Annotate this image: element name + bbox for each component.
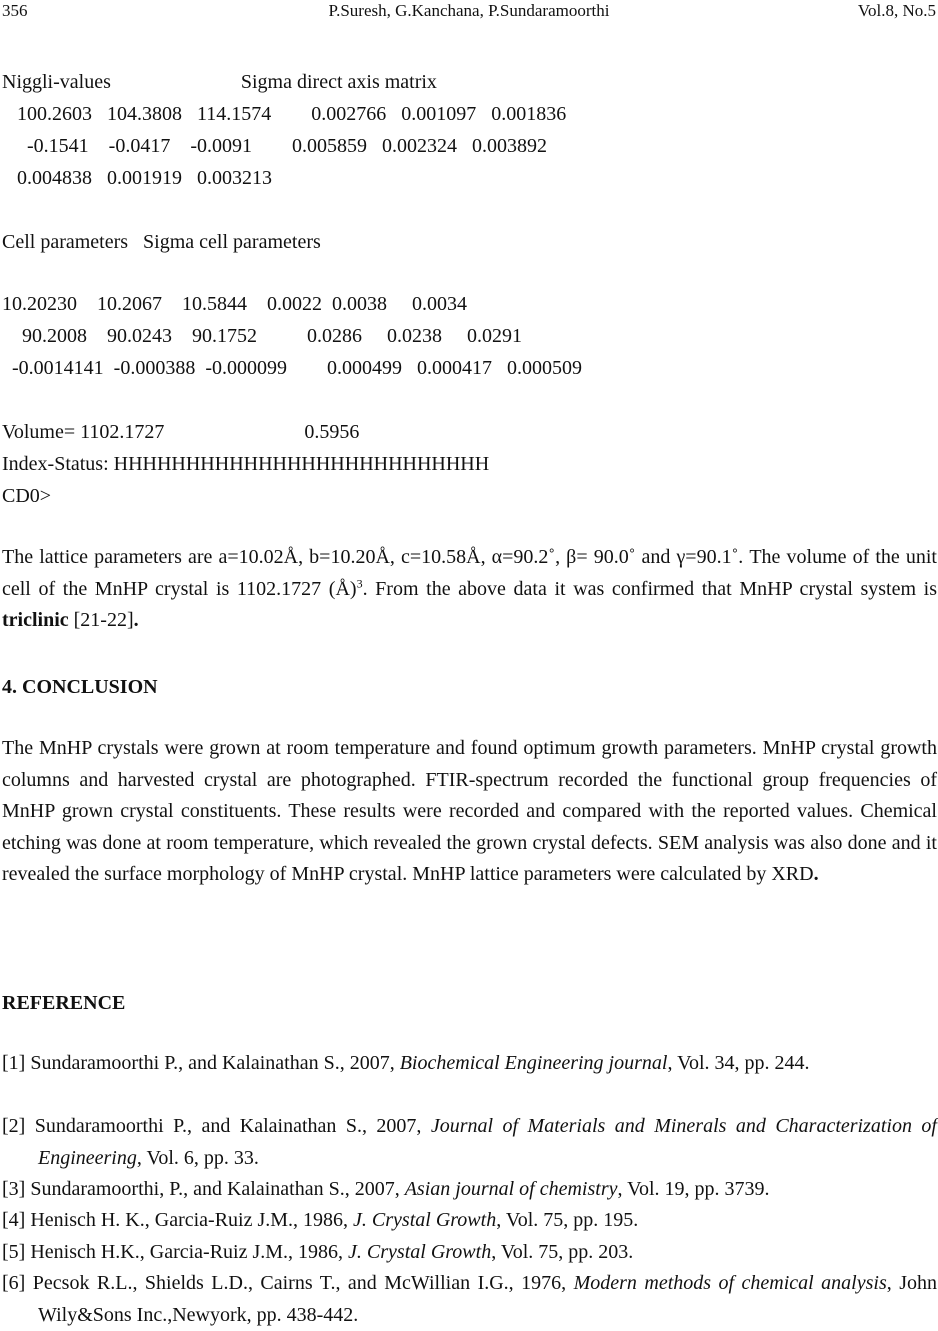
output-line: 90.2008 90.0243 90.1752 0.0286 0.0238 0.0291 xyxy=(2,325,522,347)
reference-item: [1] Sundaramoorthi P., and Kalainathan S., 2007, Biochemical Engineering journal, Vol. 34, pp. 244. xyxy=(2,1052,810,1074)
reference-item: [3] Sundaramoorthi, P., and Kalainathan S., 2007, Asian journal of chemistry, Vol. 19, pp. 3739. xyxy=(2,1178,770,1200)
reference-item: [2] Sundaramoorthi P., and Kalainathan S., 2007, Journal of Materials and Minerals and Characterization of Engineering, Vol. 6, pp. 33. xyxy=(2,1115,937,1169)
header-volume: Vol.8, No.5 xyxy=(857,1,936,20)
output-line: Volume= 1102.1727 0.5956 xyxy=(2,421,360,443)
output-line: 0.004838 0.001919 0.003213 xyxy=(2,167,272,189)
output-line: 10.20230 10.2067 10.5844 0.0022 0.0038 0.0034 xyxy=(2,293,467,315)
conclusion-paragraph: The MnHP crystals were grown at room temperature and found optimum growth parameters. MnHP crystal growth columns and harvested crystal are photographed. FTIR-spectrum recorded the functional group frequencies of MnHP grown crystal constituents. These results were recorded and compared with the reported values. Chemical etching was done at room temperature, which revealed the grown crystal defects. SEM analysis was also done and it revealed the surface morphology of MnHP crystal. MnHP lattice parameters were calculated by XRD. xyxy=(2,737,937,885)
superscript: 3 xyxy=(356,575,363,590)
page-number: 356 xyxy=(2,1,28,20)
reference-item: [5] Henisch H.K., Garcia-Ruiz J.M., 1986, J. Crystal Growth, Vol. 75, pp. 203. xyxy=(2,1241,634,1263)
conclusion-heading: 4. CONCLUSION xyxy=(2,676,158,698)
references-heading: REFERENCE xyxy=(2,992,126,1014)
reference-item: [6] Pecsok R.L., Shields L.D., Cairns T., and McWillian I.G., 1976, Modern methods of chemical analysis, John Wily&Sons Inc.,Newyork, pp. 438-442. xyxy=(2,1272,937,1326)
bold-term: triclinic xyxy=(2,609,69,631)
reference-item: [4] Henisch H. K., Garcia-Ruiz J.M., 1986, J. Crystal Growth, Vol. 75, pp. 195. xyxy=(2,1209,639,1231)
output-line: -0.1541 -0.0417 -0.0091 0.005859 0.002324 0.003892 xyxy=(2,135,547,157)
running-header xyxy=(2,0,936,24)
output-line: Niggli-values Sigma direct axis matrix xyxy=(2,71,437,93)
output-line: -0.0014141 -0.000388 -0.000099 0.000499 0.000417 0.000509 xyxy=(2,357,582,379)
header-authors: P.Suresh, G.Kanchana, P.Sundaramoorthi xyxy=(328,1,610,20)
output-line: Cell parameters Sigma cell parameters xyxy=(2,231,321,253)
output-line: 100.2603 104.3808 114.1574 0.002766 0.001097 0.001836 xyxy=(2,103,567,125)
output-line: Index-Status: HHHHHHHHHHHHHHHHHHHHHHHHHH xyxy=(2,453,490,475)
lattice-paragraph: The lattice parameters are a=10.02Å, b=10.20Å, c=10.58Å, α=90.2˚, β= 90.0˚ and γ=90.1˚. The volume of the unit cell of the MnHP crystal is 1102.1727 (Å)$^3$. From the above data it was confirmed that MnHP crystal system is triclinic [21-22]. xyxy=(2,546,938,631)
output-line: CD0> xyxy=(2,485,52,507)
